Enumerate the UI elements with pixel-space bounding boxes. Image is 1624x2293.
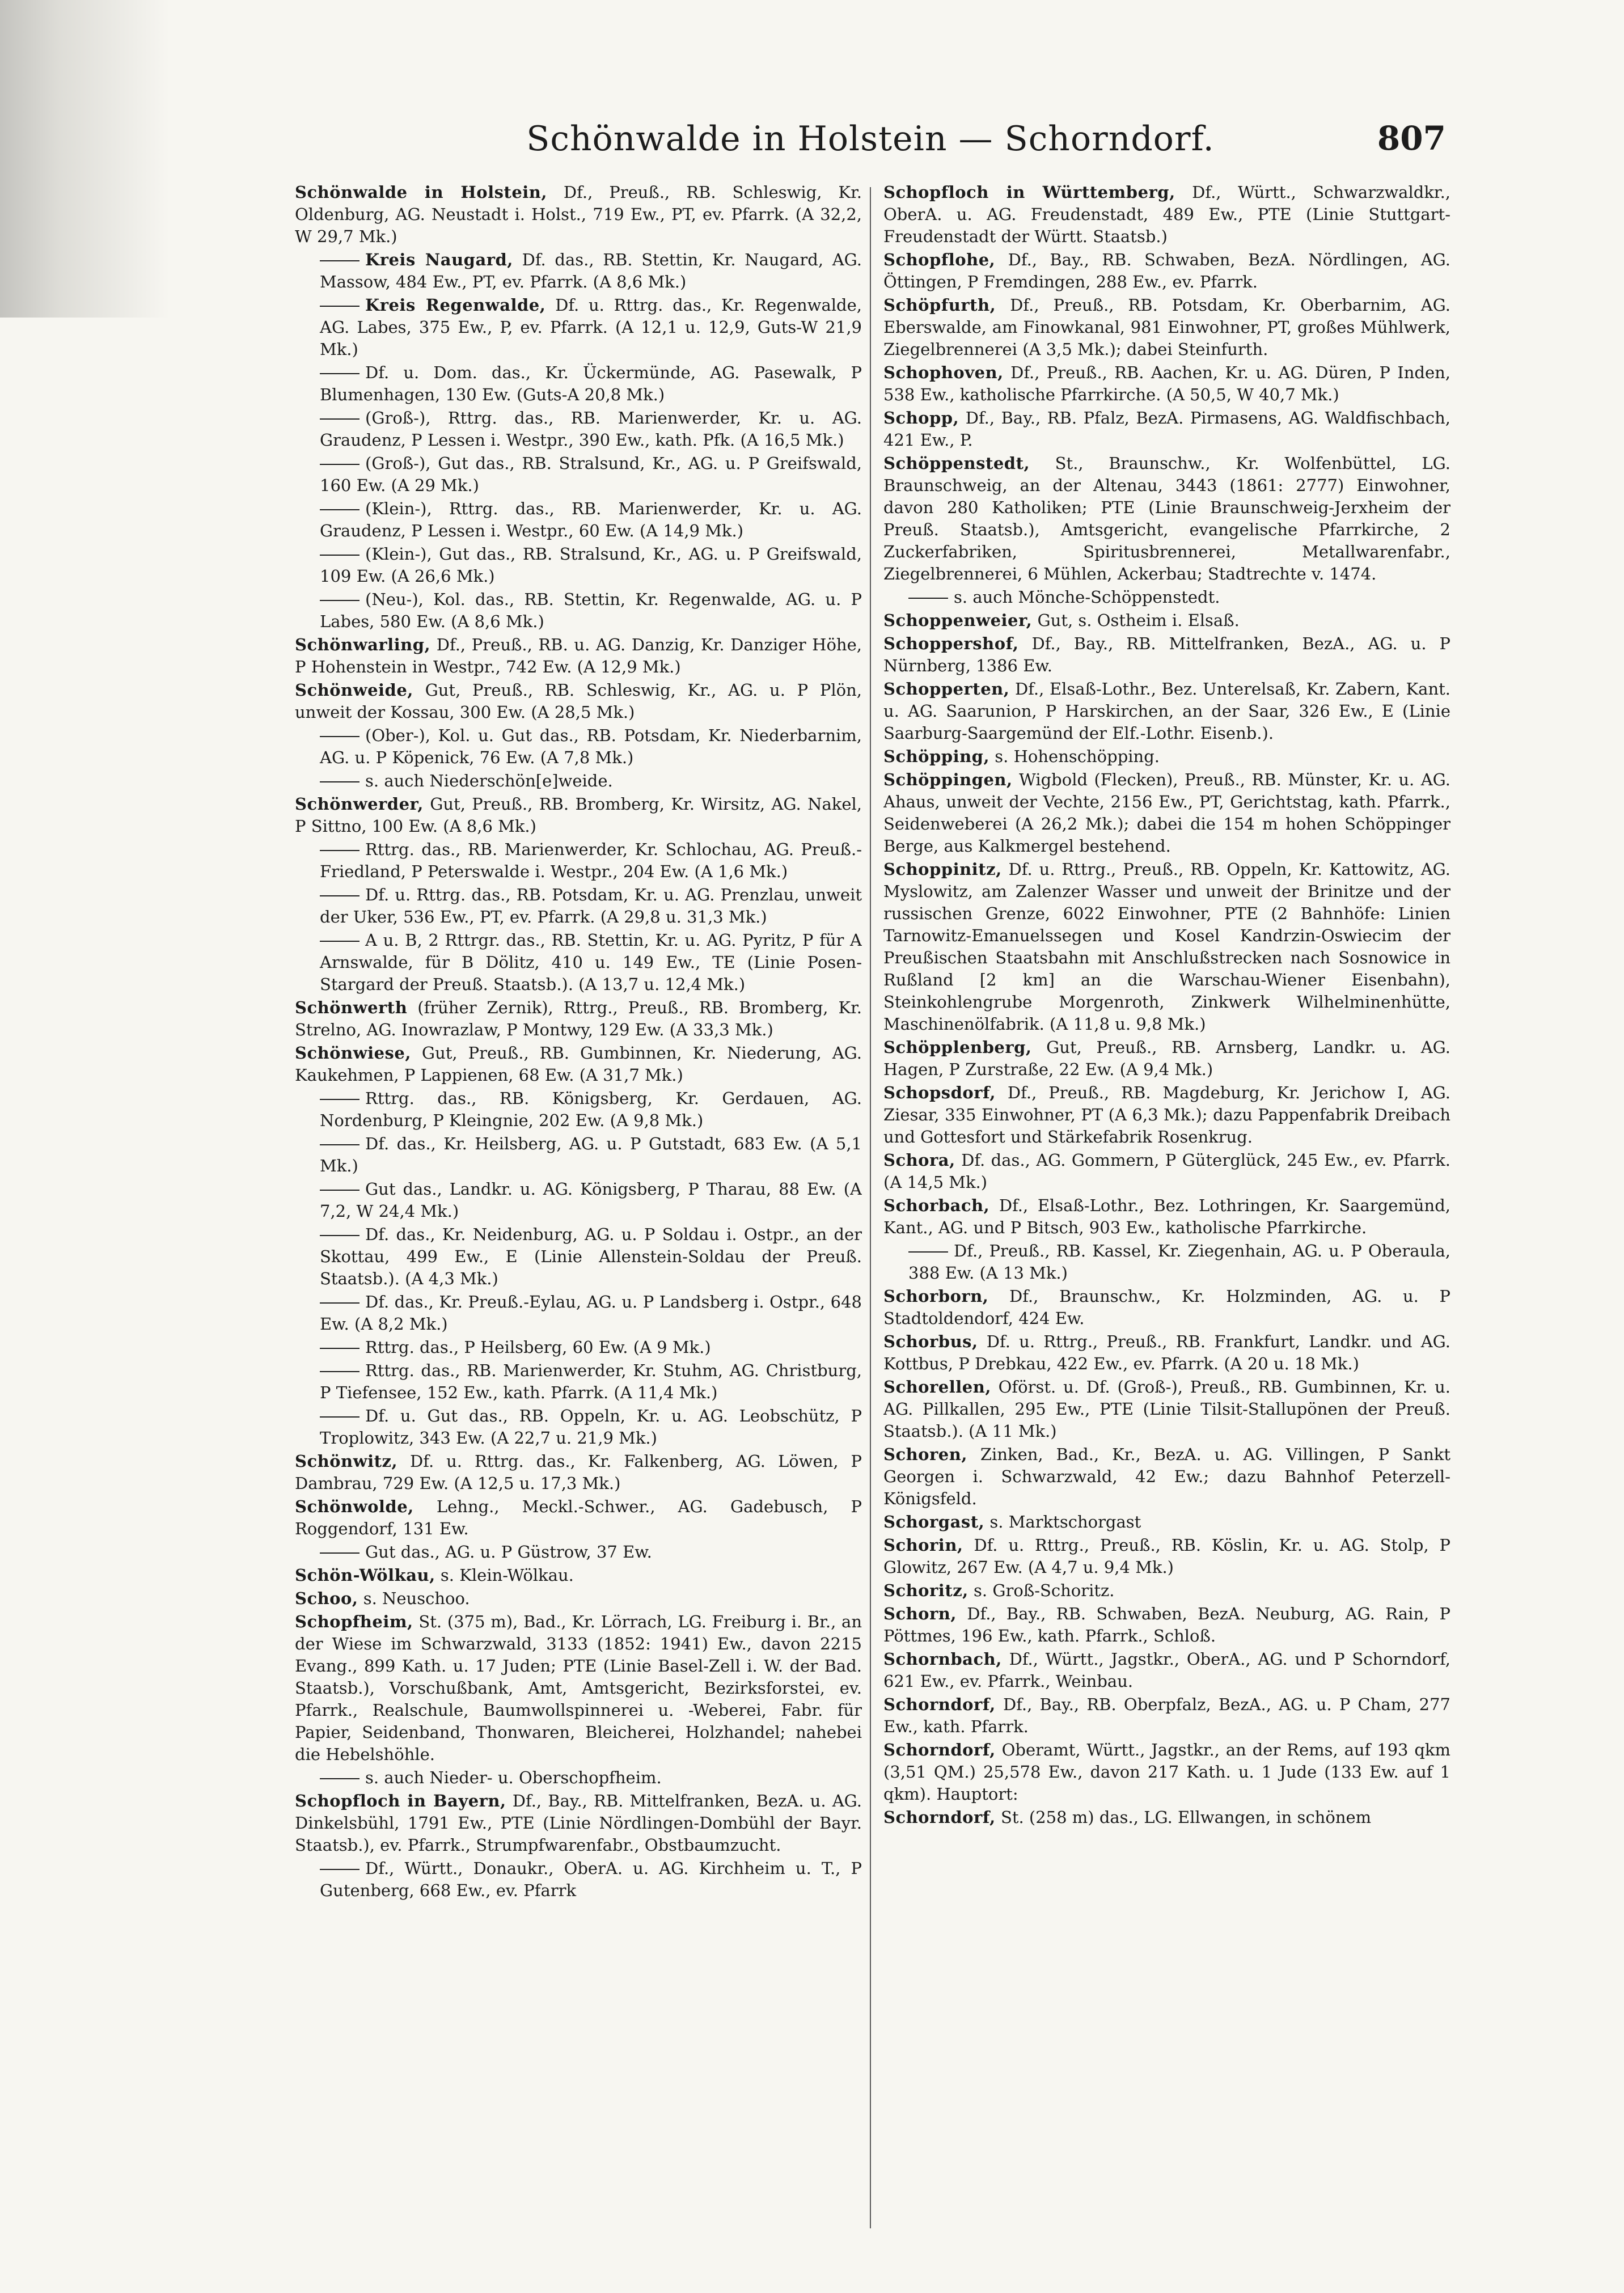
sub-entry bbox=[295, 1767, 862, 1789]
entry-lemma: Schopfloch in Bayern, bbox=[295, 1791, 506, 1810]
dictionary-entry bbox=[295, 1611, 862, 1766]
sub-entry bbox=[295, 929, 862, 996]
entry-text: Df., Bay., RB. Pfalz, BezA. Pirmasens, AG. Waldfischbach, 421 Ew., P. bbox=[883, 408, 1450, 450]
repeat-dash bbox=[320, 1416, 360, 1418]
dictionary-entry bbox=[883, 858, 1450, 1035]
sub-entry bbox=[883, 1240, 1450, 1284]
entry-lemma: Schön-Wölkau, bbox=[295, 1566, 435, 1585]
dictionary-entry bbox=[295, 1790, 862, 1856]
entry-text: Df., Bay., RB. Schwaben, BezA. Nördlingen, AG. Öttingen, P Fremdingen, 288 Ew., ev. Pfarrk. bbox=[883, 250, 1450, 291]
entry-text: Df. das., Kr. Neidenburg, AG. u. P Soldau i. Ostpr., an der Skottau, 499 Ew., E (Linie Allenstein-Soldau der Preuß. Staatsb.). (A 4,3 Mk.) bbox=[320, 1225, 862, 1288]
entry-text: s. Klein-Wölkau. bbox=[440, 1566, 574, 1585]
entry-text: Df., Elsaß-Lothr., Bez. Lothringen, Kr. Saargemünd, Kant., AG. und P Bitsch, 903 Ew., katholische Pfarrkirche. bbox=[883, 1196, 1450, 1237]
dictionary-entry bbox=[883, 1149, 1450, 1194]
entry-text: Df., Bay., RB. Oberpfalz, BezA., AG. u. P Cham, 277 Ew., kath. Pfarrk. bbox=[883, 1695, 1450, 1736]
repeat-dash bbox=[320, 781, 360, 782]
page-title: Schönwalde in Holstein — Schorndorf. bbox=[526, 119, 1215, 159]
dictionary-entry bbox=[883, 678, 1450, 744]
entry-text: A u. B, 2 Rttrgr. das., RB. Stettin, Kr. u. AG. Pyritz, P für A Arnswalde, für B Dölitz, 410 u. 149 Ew., TE (Linie Posen-Stargard der Preuß. Staatsb.). (A 13,7 u. 12,4 Mk.) bbox=[320, 930, 862, 994]
entry-text: s. auch Nieder- u. Oberschopfheim. bbox=[365, 1768, 662, 1787]
dictionary-entry bbox=[883, 1331, 1450, 1375]
dictionary-entry bbox=[295, 1496, 862, 1540]
sub-entry bbox=[295, 362, 862, 406]
repeat-dash bbox=[320, 850, 360, 851]
entry-text: (Groß-), Rttrg. das., RB. Marienwerder, Kr. u. AG. Graudenz, P Lessen i. Westpr., 390 Ew., kath. Pfk. (A 16,5 Mk.) bbox=[320, 408, 862, 450]
dictionary-entry bbox=[883, 746, 1450, 768]
entry-lemma: Schöpping, bbox=[883, 747, 990, 766]
entry-lemma: Schopp, bbox=[883, 408, 959, 428]
dictionary-entry bbox=[295, 634, 862, 678]
dictionary-entry bbox=[295, 997, 862, 1041]
entry-lemma: Schoritz, bbox=[883, 1581, 969, 1600]
entry-lemma: Kreis Naugard, bbox=[365, 250, 513, 269]
repeat-dash bbox=[320, 1552, 360, 1554]
sub-entry bbox=[295, 1405, 862, 1449]
entry-text: Df., Württ., Jagstkr., OberA., AG. und P Schorndorf, 621 Ew., ev. Pfarrk., Weinbau. bbox=[883, 1649, 1450, 1691]
repeat-dash bbox=[320, 464, 360, 465]
entry-lemma: Schönwiese, bbox=[295, 1043, 411, 1063]
scan-edge-shadow bbox=[0, 0, 170, 318]
entry-lemma: Schorndorf, bbox=[883, 1740, 996, 1759]
sub-entry bbox=[295, 1133, 862, 1177]
entry-lemma: Schornbach, bbox=[883, 1649, 1002, 1669]
entry-text: Gut, Preuß., RB. Gumbinnen, Kr. Niederung, AG. Kaukehmen, P Lappienen, 68 Ew. (A 31,7 Mk.) bbox=[295, 1043, 862, 1085]
dictionary-entry bbox=[883, 1285, 1450, 1330]
entry-text: Df., Preuß., RB. Aachen, Kr. u. AG. Düren, P Inden, 538 Ew., katholische Pfarrkirche. (A 50,5, W 40,7 Mk.) bbox=[883, 363, 1450, 404]
entry-text: Gut das., AG. u. P Güstrow, 37 Ew. bbox=[365, 1542, 652, 1562]
entry-lemma: Schönweide, bbox=[295, 680, 413, 700]
sub-entry bbox=[295, 1224, 862, 1290]
sub-entry bbox=[295, 498, 862, 542]
dictionary-entry bbox=[295, 181, 862, 248]
entry-lemma: Schoppinitz, bbox=[883, 860, 1002, 879]
dictionary-entry bbox=[295, 1588, 862, 1610]
repeat-dash bbox=[320, 1348, 360, 1349]
entry-text: Df. das., Kr. Heilsberg, AG. u. P Gutstadt, 683 Ew. (A 5,1 Mk.) bbox=[320, 1134, 862, 1175]
entry-lemma: Schöppingen, bbox=[883, 770, 1013, 789]
sub-entry bbox=[295, 407, 862, 451]
entry-lemma: Schorn, bbox=[883, 1604, 957, 1623]
entry-text: (Ober-), Kol. u. Gut das., RB. Potsdam, Kr. Niederbarnim, AG. u. P Köpenick, 76 Ew. (A 7,8 Mk.) bbox=[320, 726, 862, 767]
repeat-dash bbox=[320, 1302, 360, 1304]
repeat-dash bbox=[320, 1869, 360, 1870]
entry-text: Df. u. Rttrg. das., Kr. Falkenberg, AG. Löwen, P Dambrau, 729 Ew. (A 12,5 u. 17,3 Mk.) bbox=[295, 1452, 862, 1493]
page-header bbox=[295, 119, 1446, 181]
entry-text: Rttrg. das., RB. Marienwerder, Kr. Schlochau, AG. Preuß.-Friedland, P Peterswalde i. Westpr., 204 Ew. (A 1,6 Mk.) bbox=[320, 840, 862, 881]
entry-text: St., Braunschw., Kr. Wolfenbüttel, LG. Braunschweig, an der Altenau, 3443 (1861: 2777) Einwohner, davon 280 Katholiken; PTE (Linie Braunschweig-Jerxheim der Preuß. Staatsb.), Amtsgericht, evangelische Pfarrkirche, 2 Zuckerfabriken, Spiritusbrennerei, Metallwarenfabr., Ziegelbrennerei, 6 Mühlen, Ackerbau; Stadtrechte v. 1474. bbox=[883, 454, 1450, 583]
entry-text: Gut, Preuß., RB. Bromberg, Kr. Wirsitz, AG. Nakel, P Sittno, 100 Ew. (A 8,6 Mk.) bbox=[295, 794, 862, 836]
entry-text: Rttrg. das., P Heilsberg, 60 Ew. (A 9 Mk.) bbox=[365, 1338, 711, 1357]
sub-entry bbox=[295, 543, 862, 587]
dictionary-entry bbox=[295, 1450, 862, 1495]
sub-entry bbox=[883, 586, 1450, 608]
sub-entry bbox=[295, 1858, 862, 1902]
entry-lemma: Schorndorf, bbox=[883, 1808, 996, 1827]
entry-text: (Groß-), Gut das., RB. Stralsund, Kr., AG. u. P Greifswald, 160 Ew. (A 29 Mk.) bbox=[320, 454, 862, 495]
entry-lemma: Schönwalde in Holstein, bbox=[295, 183, 547, 202]
entry-text: Df. u. Rttrg. das., RB. Potsdam, Kr. u. AG. Prenzlau, unweit der Uker, 536 Ew., PT, ev. Pfarrk. (A 29,8 u. 31,3 Mk.) bbox=[320, 885, 862, 926]
entry-text: s. Marktschorgast bbox=[989, 1512, 1141, 1532]
repeat-dash bbox=[320, 895, 360, 896]
entry-text: Df., Bay., RB. Mittelfranken, BezA. u. AG. Dinkelsbühl, 1791 Ew., PTE (Linie Nördlingen-Dombühl der Bayr. Staatsb.), ev. Pfarrk., Strumpfwarenfabr., Obstbaumzucht. bbox=[295, 1791, 862, 1855]
entry-text: Oförst. u. Df. (Groß-), Preuß., RB. Gumbinnen, Kr. u. AG. Pillkallen, 295 Ew., PTE (Linie Tilsit-Stallupönen der Preuß. Staatsb.). (A 11 Mk.) bbox=[883, 1377, 1450, 1441]
entry-text: (Neu-), Kol. das., RB. Stettin, Kr. Regenwalde, AG. u. P Labes, 580 Ew. (A 8,6 Mk.) bbox=[320, 590, 862, 631]
sub-entry bbox=[295, 1088, 862, 1132]
entry-text: Gut, Preuß., RB. Schleswig, Kr., AG. u. P Plön, unweit der Kossau, 300 Ew. (A 28,5 Mk.) bbox=[295, 680, 862, 722]
entry-text: Df. u. Rttrg., Preuß., RB. Oppeln, Kr. Kattowitz, AG. Myslowitz, am Zalenzer Wasser und unweit der Brinitze und der russischen Grenze, 6022 Einwohner, PTE (2 Bahnhöfe: Linien Tarnowitz-Emanuelssegen und Kosel Kandrzin-Oswiecim der Preußischen Staatsbahn mit Anschlußstrecken nach Sosnowice in Rußland [2 km] an die Warschau-Wiener Eisenbahn), Steinkohlengrube Morgenroth, Zinkwerk Wilhelminenhütte, Maschinenölfabrik. (A 11,8 u. 9,8 Mk.) bbox=[883, 860, 1450, 1034]
entry-text: Gut, s. Ostheim i. Elsaß. bbox=[1037, 611, 1240, 630]
repeat-dash bbox=[320, 373, 360, 374]
entry-text: Df., Württ., Donaukr., OberA. u. AG. Kirchheim u. T., P Gutenberg, 668 Ew., ev. Pfarrk bbox=[320, 1859, 862, 1900]
entry-text: s. auch Niederschön[e]weide. bbox=[365, 771, 613, 790]
repeat-dash bbox=[320, 555, 360, 556]
entry-lemma: Schorgast, bbox=[883, 1512, 985, 1532]
entry-lemma: Schopfloch in Württemberg, bbox=[883, 183, 1175, 202]
entry-text: (Klein-), Gut das., RB. Stralsund, Kr., AG. u. P Greifswald, 109 Ew. (A 26,6 Mk.) bbox=[320, 544, 862, 586]
dictionary-entry bbox=[883, 1603, 1450, 1647]
repeat-dash bbox=[320, 1371, 360, 1372]
repeat-dash bbox=[320, 1144, 360, 1145]
entry-text: Df. u. Dom. das., Kr. Ückermünde, AG. Pasewalk, P Blumenhagen, 130 Ew. (Guts-A 20,8 Mk.) bbox=[320, 363, 862, 404]
entry-lemma: Schönwitz, bbox=[295, 1452, 398, 1471]
dictionary-entry bbox=[883, 1036, 1450, 1081]
repeat-dash bbox=[320, 736, 360, 737]
entry-lemma: Schopsdorf, bbox=[883, 1083, 996, 1102]
entry-lemma: Schoppenweier, bbox=[883, 611, 1033, 630]
repeat-dash bbox=[320, 600, 360, 601]
sub-entry bbox=[295, 884, 862, 928]
sub-entry bbox=[295, 1360, 862, 1404]
entry-lemma: Schora, bbox=[883, 1150, 955, 1170]
entry-text: Wigbold (Flecken), Preuß., RB. Münster, Kr. u. AG. Ahaus, unweit der Vechte, 2156 Ew., PT, Gerichtstag, kath. Pfarrk., Seidenweberei (A 26,2 Mk.); dabei die 154 m hohen Schöppinger Berge, aus Kalkmergel bestehend. bbox=[883, 770, 1450, 856]
entry-text: Df., Elsaß-Lothr., Bez. Unterelsaß, Kr. Zabern, Kant. u. AG. Saarunion, P Harskirchen, an der Saar, 326 Ew., E (Linie Saarburg-Saargemünd der Elf.-Lothr. Eisenb.). bbox=[883, 679, 1450, 743]
entry-text: Rttrg. das., RB. Königsberg, Kr. Gerdauen, AG. Nordenburg, P Kleingnie, 202 Ew. (A 9,8 Mk.) bbox=[320, 1089, 862, 1130]
dictionary-entry bbox=[883, 769, 1450, 857]
entry-lemma: Schöpfurth, bbox=[883, 295, 996, 315]
dictionary-entry bbox=[883, 1648, 1450, 1693]
entry-text: Df., Preuß., RB. Kassel, Kr. Ziegenhain, AG. u. P Oberaula, 388 Ew. (A 13 Mk.) bbox=[908, 1241, 1450, 1283]
entry-lemma: Schönwolde, bbox=[295, 1497, 414, 1516]
dictionary-entry bbox=[295, 1042, 862, 1086]
sub-entry bbox=[295, 294, 862, 361]
repeat-dash bbox=[908, 598, 948, 599]
entry-text: Df., Bay., RB. Mittelfranken, BezA., AG. u. P Nürnberg, 1386 Ew. bbox=[883, 634, 1450, 675]
entry-text: Lehng., Meckl.-Schwer., AG. Gadebusch, P Roggendorf, 131 Ew. bbox=[295, 1497, 862, 1538]
repeat-dash bbox=[320, 1778, 360, 1779]
entry-text: Df., Braunschw., Kr. Holzminden, AG. u. P Stadtoldendorf, 424 Ew. bbox=[883, 1287, 1450, 1328]
repeat-dash bbox=[320, 306, 360, 307]
entry-lemma: Schoren, bbox=[883, 1445, 967, 1464]
sub-entry bbox=[295, 1541, 862, 1563]
entry-text: Df., Preuß., RB. Potsdam, Kr. Oberbarnim, AG. Eberswalde, am Finowkanal, 981 Einwohner, PT, großes Mühlwerk, Ziegelbrennerei (A 3,5 Mk.); dabei Steinfurth. bbox=[883, 295, 1450, 359]
dictionary-entry bbox=[883, 1195, 1450, 1239]
entry-text: Gut das., Landkr. u. AG. Königsberg, P Tharau, 88 Ew. (A 7,2, W 24,4 Mk.) bbox=[320, 1179, 862, 1221]
repeat-dash bbox=[320, 941, 360, 942]
entry-text: Zinken, Bad., Kr., BezA. u. AG. Villingen, P Sankt Georgen i. Schwarzwald, 42 Ew.; dazu Bahnhof Peterzell-Königsfeld. bbox=[883, 1445, 1450, 1508]
repeat-dash bbox=[320, 418, 360, 420]
entry-lemma: Schopflohe, bbox=[883, 250, 996, 269]
left-column bbox=[295, 181, 862, 2228]
dictionary-entry bbox=[883, 1694, 1450, 1738]
entry-lemma: Schoo, bbox=[295, 1589, 358, 1608]
column-divider bbox=[870, 187, 871, 2228]
entry-lemma: Schoppershof, bbox=[883, 634, 1019, 653]
repeat-dash bbox=[320, 1099, 360, 1100]
sub-entry bbox=[295, 770, 862, 792]
entry-lemma: Schönwerth bbox=[295, 998, 408, 1017]
entry-text: s. Neuschoo. bbox=[363, 1589, 470, 1608]
dictionary-entry bbox=[883, 1534, 1450, 1579]
sub-entry bbox=[295, 249, 862, 293]
entry-lemma: Schorbach, bbox=[883, 1196, 990, 1215]
entry-lemma: Schopperten, bbox=[883, 679, 1010, 699]
dictionary-entry bbox=[883, 1580, 1450, 1602]
entry-text: Rttrg. das., RB. Marienwerder, Kr. Stuhm, AG. Christburg, P Tiefensee, 152 Ew., kath. Pfarrk. (A 11,4 Mk.) bbox=[320, 1361, 862, 1402]
entry-lemma: Schorellen, bbox=[883, 1377, 991, 1397]
entry-lemma: Kreis Regenwalde, bbox=[365, 295, 546, 315]
dictionary-entry bbox=[883, 610, 1450, 632]
entry-text: (früher Zernik), Rttrg., Preuß., RB. Bromberg, Kr. Strelno, AG. Inowrazlaw, P Montwy, 129 Ew. (A 33,3 Mk.) bbox=[295, 998, 862, 1039]
repeat-dash bbox=[320, 509, 360, 510]
dictionary-entry bbox=[883, 452, 1450, 585]
entry-text: Df. u. Gut das., RB. Oppeln, Kr. u. AG. Leobschütz, P Troplowitz, 343 Ew. (A 22,7 u. 21,9 Mk.) bbox=[320, 1406, 862, 1448]
entry-lemma: Schopfheim, bbox=[295, 1612, 413, 1631]
entry-lemma: Schönwerder, bbox=[295, 794, 424, 814]
dictionary-entry bbox=[883, 1807, 1450, 1829]
sub-entry bbox=[295, 1178, 862, 1222]
repeat-dash bbox=[320, 260, 360, 261]
entry-text: Df., Bay., RB. Schwaben, BezA. Neuburg, AG. Rain, P Pöttmes, 196 Ew., kath. Pfarrk., Schloß. bbox=[883, 1604, 1450, 1645]
dictionary-entry bbox=[883, 1082, 1450, 1148]
entry-text: Df. u. Rttrg. das., Kr. Regenwalde, AG. Labes, 375 Ew., P, ev. Pfarrk. (A 12,1 u. 12,9, Guts-W 21,9 Mk.) bbox=[320, 295, 862, 359]
entry-text: Df., Württ., Schwarzwaldkr., OberA. u. AG. Freudenstadt, 489 Ew., PTE (Linie Stuttgart-Freudenstadt der Württ. Staatsb.) bbox=[883, 183, 1450, 246]
entry-text: Df., Preuß., RB. Schleswig, Kr. Oldenburg, AG. Neustadt i. Holst., 719 Ew., PT, ev. Pfarrk. (A 32,2, W 29,7 Mk.) bbox=[295, 183, 862, 246]
dictionary-entry bbox=[883, 181, 1450, 248]
entry-lemma: Schorborn, bbox=[883, 1287, 989, 1306]
dictionary-entry bbox=[883, 407, 1450, 451]
entry-text: Df., Preuß., RB. Magdeburg, Kr. Jerichow I, AG. Ziesar, 335 Einwohner, PT (A 6,3 Mk.); dazu Pappenfabrik Dreibach und Gottesfort und Stärkefabrik Rosenkrug. bbox=[883, 1083, 1450, 1146]
repeat-dash bbox=[320, 1190, 360, 1191]
dictionary-entry bbox=[883, 633, 1450, 677]
entry-lemma: Schöpplenberg, bbox=[883, 1038, 1032, 1057]
entry-text: St. (375 m), Bad., Kr. Lörrach, LG. Freiburg i. Br., an der Wiese im Schwarzwald, 3133 (1852: 1941) Ew., davon 2215 Evang., 899 Kath. u. 17 Juden; PTE (Linie Basel-Zell i. W. der Bad. Staatsb.), Vorschußbank, Amt, Amtsgericht, Bezirksforstei, ev. Pfarrk., Realschule, Baumwollspinnerei u. -Weberei, Fabr. für Papier, Seidenband, Thonwaren, Bleicherei, Holzhandel; nahebei die Hebelshöhle. bbox=[295, 1612, 862, 1764]
entry-text: Df. u. Rttrg., Preuß., RB. Köslin, Kr. u. AG. Stolp, P Glowitz, 267 Ew. (A 4,7 u. 9,4 Mk.) bbox=[883, 1535, 1450, 1577]
dictionary-entry bbox=[295, 679, 862, 724]
entry-text: s. Hohenschöpping. bbox=[995, 747, 1160, 766]
entry-text: Df. das., Kr. Preuß.-Eylau, AG. u. P Landsberg i. Ostpr., 648 Ew. (A 8,2 Mk.) bbox=[320, 1292, 862, 1334]
entry-lemma: Schorbus, bbox=[883, 1332, 978, 1351]
dictionary-entry bbox=[883, 1739, 1450, 1805]
dictionary-entry bbox=[883, 294, 1450, 361]
dictionary-entry bbox=[295, 793, 862, 837]
entry-lemma: Schöppenstedt, bbox=[883, 454, 1030, 473]
entry-text: Df. das., RB. Stettin, Kr. Naugard, AG. Massow, 484 Ew., PT, ev. Pfarrk. (A 8,6 Mk.) bbox=[320, 250, 862, 291]
entry-lemma: Schönwarling, bbox=[295, 635, 431, 654]
entry-text: s. Groß-Schoritz. bbox=[974, 1581, 1115, 1600]
page-number: 807 bbox=[1377, 119, 1446, 158]
sub-entry bbox=[295, 589, 862, 633]
entry-text: Df., Preuß., RB. u. AG. Danzig, Kr. Danziger Höhe, P Hohenstein in Westpr., 742 Ew. (A 12,9 Mk.) bbox=[295, 635, 862, 676]
entry-text: Df. das., AG. Gommern, P Güterglück, 245 Ew., ev. Pfarrk. (A 14,5 Mk.) bbox=[883, 1150, 1450, 1192]
dictionary-entry bbox=[883, 362, 1450, 406]
dictionary-entry bbox=[295, 1564, 862, 1587]
entry-text: Gut, Preuß., RB. Arnsberg, Landkr. u. AG. Hagen, P Zurstraße, 22 Ew. (A 9,4 Mk.) bbox=[883, 1038, 1450, 1079]
entry-lemma: Schorndorf, bbox=[883, 1695, 996, 1714]
entry-text: s. auch Mönche-Schöppenstedt. bbox=[954, 587, 1220, 607]
sub-entry bbox=[295, 839, 862, 883]
entry-text: Oberamt, Württ., Jagstkr., an der Rems, auf 193 qkm (3,51 QM.) 25,578 Ew., davon 217 Kath. u. 1 Jude (133 Ew. auf 1 qkm). Hauptort: bbox=[883, 1740, 1450, 1804]
sub-entry bbox=[295, 1336, 862, 1359]
sub-entry bbox=[295, 1291, 862, 1335]
entry-text: (Klein-), Rttrg. das., RB. Marienwerder, Kr. u. AG. Graudenz, P Lessen i. Westpr., 60 Ew. (A 14,9 Mk.) bbox=[320, 499, 862, 540]
dictionary-entry bbox=[883, 249, 1450, 293]
entry-lemma: Schorin, bbox=[883, 1535, 963, 1555]
right-column bbox=[883, 181, 1450, 2228]
dictionary-entry bbox=[883, 1444, 1450, 1510]
entry-lemma: Schophoven, bbox=[883, 363, 1004, 382]
sub-entry bbox=[295, 452, 862, 497]
dictionary-entry bbox=[883, 1511, 1450, 1533]
entry-text: St. (258 m) das., LG. Ellwangen, in schönem bbox=[1000, 1808, 1372, 1827]
entry-text: Df. u. Rttrg., Preuß., RB. Frankfurt, Landkr. und AG. Kottbus, P Drebkau, 422 Ew., ev. Pfarrk. (A 20 u. 18 Mk.) bbox=[883, 1332, 1450, 1373]
dictionary-entry bbox=[883, 1376, 1450, 1442]
sub-entry bbox=[295, 725, 862, 769]
repeat-dash bbox=[908, 1251, 948, 1253]
repeat-dash bbox=[320, 1235, 360, 1236]
